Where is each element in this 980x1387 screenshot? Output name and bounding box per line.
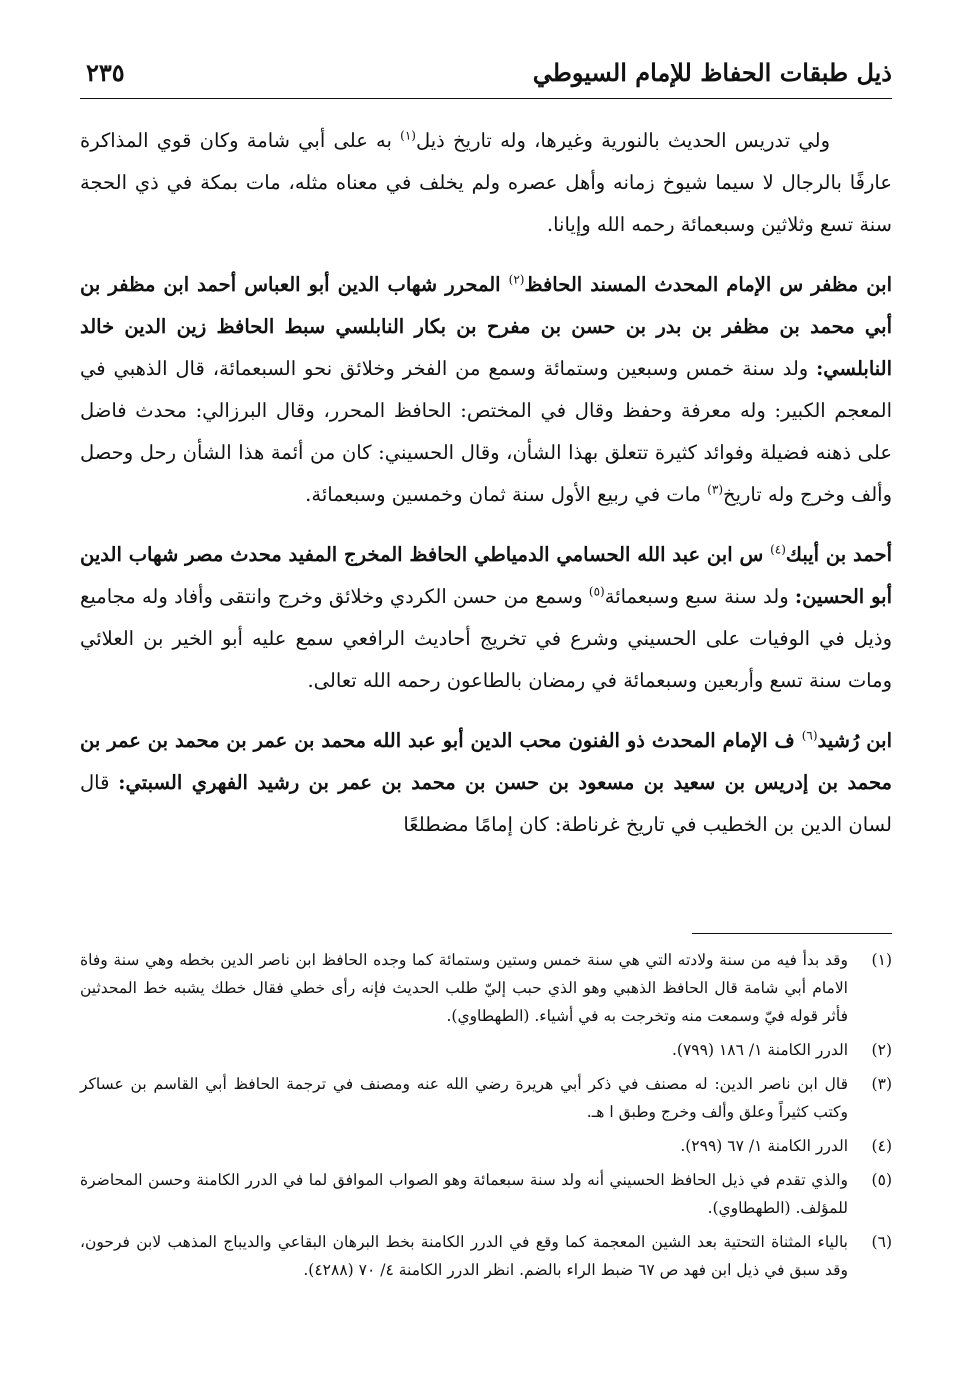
footnote-ref[interactable]: (٣) <box>707 482 723 497</box>
footnote <box>80 1070 892 1126</box>
book-page <box>80 0 892 1387</box>
entry-heading: ابن رُشيد <box>817 729 892 752</box>
footnote-ref[interactable]: (٢) <box>508 272 525 287</box>
footnote-divider <box>692 933 892 934</box>
header-title: ذيل طبقات الحفاظ للإمام السيوطي <box>532 58 892 87</box>
footnote-number: (٦) <box>871 1233 892 1251</box>
running-header <box>80 52 892 99</box>
footnote <box>80 1132 892 1160</box>
footnote-number: (١) <box>871 951 892 969</box>
text: وسمع من حسن الكردي وخلائق وخرج وانتقى وأفاد وله مجاميع وذيل في الوفيات على الحسيني وشرع في تخريج أحاديث الرافعي سمع عليه أبو الخير بن العلائي ومات سنة تسع وأربعين وسبعمائة في رمضان بالطاعون رحمه الله تعالى. <box>80 585 892 692</box>
paragraph-continuation <box>80 120 892 246</box>
footnote-ref[interactable]: (٦) <box>801 728 818 743</box>
footnote <box>80 1036 892 1064</box>
footnote-text: وقد بدأ فيه من سنة ولادته التي هي سنة خمس وستين وستمائة كما وجده الحافظ ابن ناصر الدين بخطه وهي سنة وفاة الامام أبي شامة قال الحافظ الذهبي وهو الذي حبب إليّ طلب الحديث فإنه رأى خطي فقال خطك يشبه خط المحدثين فأثر قوله فيّ وسمعت منه وتخرجت به في أشياء. (الطهطاوي). <box>80 951 848 1025</box>
text: قال لسان الدين بن الخطيب في تاريخ غرناطة: كان إمامًا مضطلعًا <box>80 771 892 836</box>
biography-entry <box>80 534 892 702</box>
footnote-text: الدرر الكامنة ١/ ١٨٦ (٧٩٩). <box>671 1041 848 1059</box>
footnote <box>80 1166 892 1222</box>
text: ولد سنة خمس وسبعين وستمائة وسمع من الفخر وخلائق نحو السبعمائة، قال الذهبي في المعجم الكبير: وله معرفة وحفظ وقال في المختص: الحافظ المحرر، وقال البرزالي: محدث فاضل على ذهنه فضيلة وفوائد كثيرة تتعلق بهذا الشأن، وقال الحسيني: كان من أئمة هذا الشأن رحل وحصل وألف وخرج وله تاريخ <box>80 357 892 506</box>
entry-heading: المحرر شهاب الدين أبو العباس أحمد ابن مظفر بن أبي محمد بن مظفر بن بدر بن حسن بن مفرح بن بكار النابلسي سبط الحافظ زين الدين خالد النابلسي: <box>80 273 893 380</box>
text: ولد سنة سبع وسبعمائة <box>604 585 795 608</box>
entry-heading: ف الإمام المحدث ذو الفنون محب الدين أبو عبد الله محمد بن عمر بن محمد بن عمر بن محمد بن إدريس بن سعيد بن مسعود بن حسن بن محمد بن عمر بن رشيد الفهري السبتي: <box>80 729 892 794</box>
footnote-ref[interactable]: (٥) <box>588 584 605 599</box>
entry-heading: أحمد بن أيبك <box>785 543 893 566</box>
footnote-text: والذي تقدم في ذيل الحافظ الحسيني أنه ولد سنة سبعمائة وهو الصواب الموافق لما في الدرر الكامنة وحسن المحاضرة للمؤلف. (الطهطاوي). <box>80 1171 848 1217</box>
footnote <box>80 1228 892 1284</box>
text: ولي تدريس الحديث بالنورية وغيرها، وله تاريخ ذيل <box>415 129 830 152</box>
footnote <box>80 946 892 1030</box>
biography-entry <box>80 264 892 516</box>
footnote-number: (٢) <box>871 1041 892 1059</box>
biography-entry <box>80 720 892 846</box>
footnote-ref[interactable]: (٤) <box>770 542 786 557</box>
main-text <box>80 120 892 864</box>
entry-heading: ابن مظفر س الإمام المحدث المسند الحافظ <box>524 273 892 296</box>
footnote-number: (٥) <box>871 1171 892 1189</box>
text: مات في ربيع الأول سنة ثمان وخمسين وسبعمائة. <box>305 483 708 506</box>
footnote-text: الدرر الكامنة ١/ ٦٧ (٢٩٩). <box>680 1137 848 1155</box>
footnote-text: بالياء المثناة التحتية بعد الشين المعجمة كما وقع في الدرر الكامنة بخط البرهان البقاعي والديباج المذهب لابن فرحون، وقد سبق في ذيل ابن فهد ص ٦٧ ضبط الراء بالضم. انظر الدرر الكامنة ٤/ ٧٠ (٤٢٨٨). <box>80 1233 848 1279</box>
footnote-text: قال ابن ناصر الدين: له مصنف في ذكر أبي هريرة رضي الله عنه ومصنف في ترجمة الحافظ أبي القاسم بن عساكر وكتب كثيراً وعلق وألف وخرج وطبق ا هـ. <box>80 1075 848 1121</box>
footnote-number: (٤) <box>871 1137 892 1155</box>
footnotes <box>80 946 892 1290</box>
footnote-number: (٣) <box>871 1075 892 1093</box>
page-number: ٢٣٥ <box>86 58 125 87</box>
text: به على أبي شامة وكان قوي المذاكرة عارفًا بالرجال لا سيما شيوخ زمانه وأهل عصره ولم يخلف في معناه مثله، مات بمكة في ذي الحجة سنة تسع وثلاثين وسبعمائة رحمه الله وإيانا. <box>80 129 892 236</box>
footnote-ref[interactable]: (١) <box>400 128 416 143</box>
entry-heading: س ابن عبد الله الحسامي الدمياطي الحافظ المخرج المفيد محدث مصر شهاب الدين أبو الحسين: <box>80 543 892 608</box>
